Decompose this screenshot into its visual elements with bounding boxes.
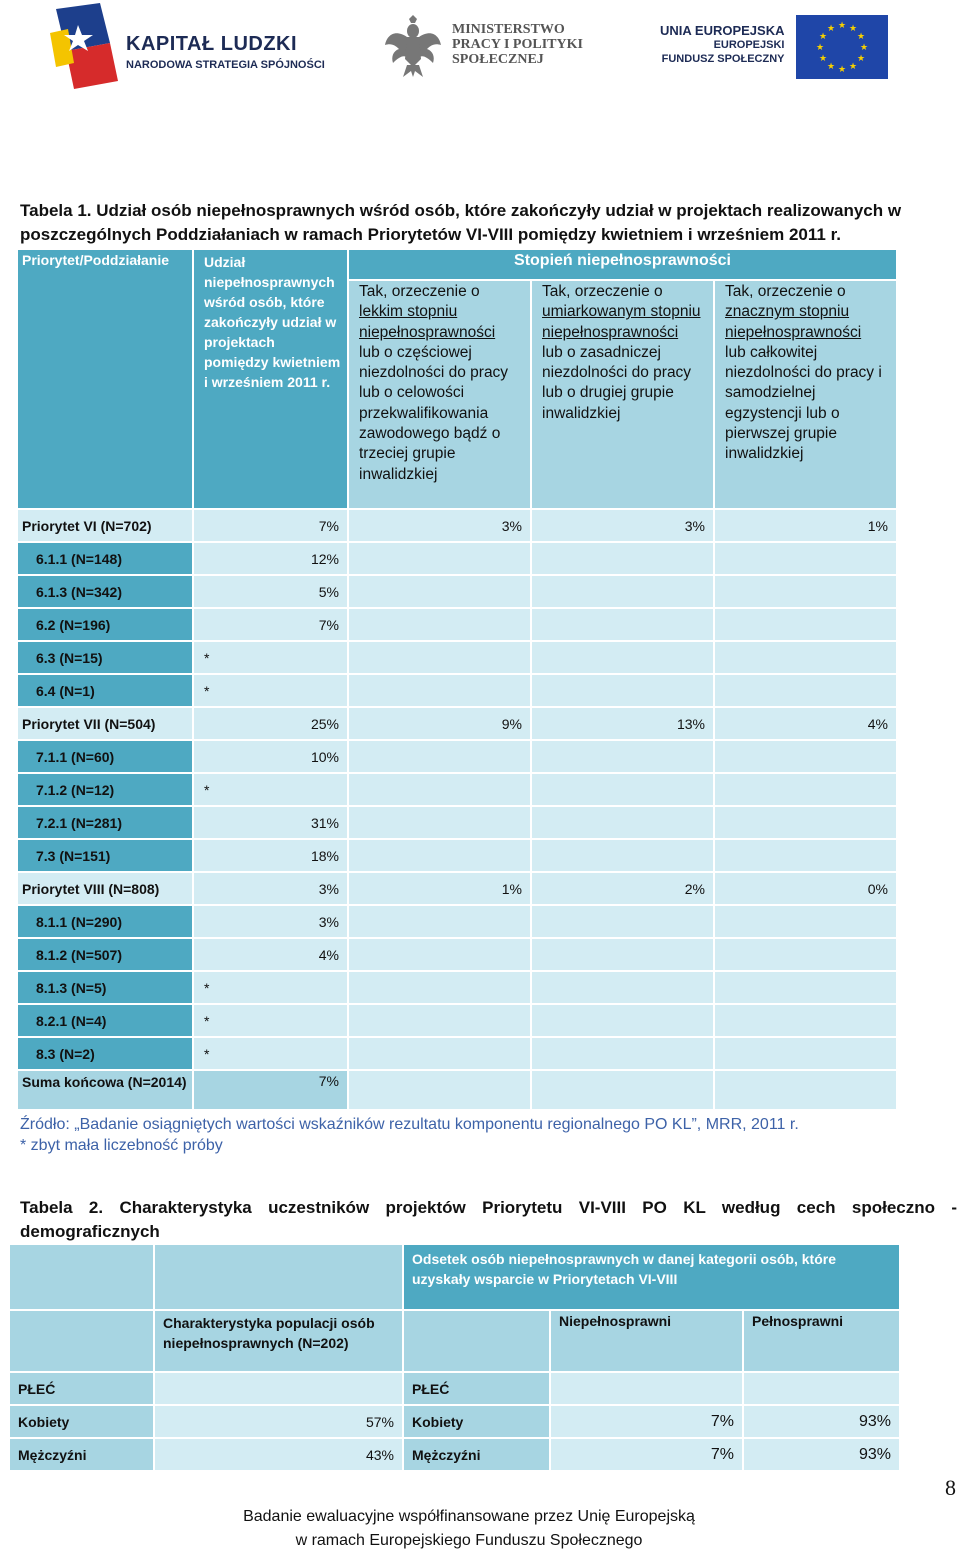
- row-label: 6.1.3 (N=342): [17, 575, 193, 608]
- row-degree-1: [348, 773, 531, 806]
- row-share: 31%: [193, 806, 348, 839]
- svg-text:★: ★: [815, 43, 825, 53]
- row-degree-1: [348, 905, 531, 938]
- sum-d3: [714, 1070, 897, 1110]
- row-degree-2: [531, 740, 714, 773]
- source-text: Źródło: „Badanie osiągniętych wartości wskaźników rezultatu komponentu regionalnego PO KL”, MRR, 2011 r.: [20, 1116, 799, 1133]
- row-degree-1: 1%: [348, 872, 531, 905]
- degree-2-post: lub o zasadniczej niezdolności do pracy lub o drugiej grupie inwalidzkiej: [542, 343, 692, 422]
- table-row: [17, 641, 897, 674]
- row-label: Priorytet VII (N=504): [17, 707, 193, 740]
- footer-line-1: Badanie ewaluacyjne współfinansowane przez Unię Europejską: [243, 1508, 695, 1525]
- kapital-ludzki-subtitle: NARODOWA STRATEGIA SPÓJNOŚCI: [126, 59, 325, 71]
- row-share-star: *: [193, 971, 348, 1004]
- row-degree-2: [531, 542, 714, 575]
- t2-row-label-right: Kobiety: [403, 1405, 550, 1438]
- table-row: [17, 608, 897, 641]
- priority-row: [17, 707, 897, 740]
- t2-row-char: 43%: [154, 1438, 403, 1471]
- row-degree-1: 3%: [348, 509, 531, 542]
- row-label: 7.1.1 (N=60): [17, 740, 193, 773]
- row-degree-3: [714, 806, 897, 839]
- svg-text:★: ★: [837, 65, 847, 75]
- eu-logo-text: [660, 24, 784, 66]
- row-degree-3: 4%: [714, 707, 897, 740]
- row-share: 5%: [193, 575, 348, 608]
- row-degree-1: [348, 542, 531, 575]
- t2-plec-left: PŁEĆ: [9, 1372, 154, 1405]
- row-degree-2: [531, 1037, 714, 1070]
- degree-3-pre: Tak, orzeczenie o: [725, 283, 846, 300]
- row-degree-1: [348, 608, 531, 641]
- row-degree-2: [531, 674, 714, 707]
- row-degree-1: [348, 740, 531, 773]
- row-share: 25%: [193, 707, 348, 740]
- table-row: [17, 740, 897, 773]
- row-degree-3: [714, 971, 897, 1004]
- sum-d2: [531, 1070, 714, 1110]
- row-degree-2: 13%: [531, 707, 714, 740]
- row-share-star: *: [193, 1004, 348, 1037]
- row-degree-3: [714, 1004, 897, 1037]
- sum-d1: [348, 1070, 531, 1110]
- header-degree-1: [348, 280, 531, 509]
- row-label: 7.3 (N=151): [17, 839, 193, 872]
- table-row: [17, 905, 897, 938]
- row-degree-3: 0%: [714, 872, 897, 905]
- table-row: [17, 971, 897, 1004]
- degree-2-pre: Tak, orzeczenie o: [542, 283, 663, 300]
- table-row: [17, 542, 897, 575]
- row-label: 7.2.1 (N=281): [17, 806, 193, 839]
- row-label: 8.1.1 (N=290): [17, 905, 193, 938]
- t2-odsetek-header: Odsetek osób niepełnosprawnych w danej kategorii osób, które uzyskały wsparcie w Priorytetach VI-VIII: [403, 1244, 900, 1310]
- row-degree-1: [348, 1004, 531, 1037]
- row-share: 4%: [193, 938, 348, 971]
- row-degree-3: [714, 905, 897, 938]
- row-label: 8.1.2 (N=507): [17, 938, 193, 971]
- table-row: [9, 1405, 900, 1438]
- eu-line-1: UNIA EUROPEJSKA: [660, 23, 785, 38]
- t2-plec-right: PŁEĆ: [403, 1372, 550, 1405]
- row-degree-2: [531, 905, 714, 938]
- row-label: Priorytet VI (N=702): [17, 509, 193, 542]
- row-share: 3%: [193, 872, 348, 905]
- header-priorytet: Priorytet/Poddziałanie: [17, 249, 193, 509]
- row-degree-1: [348, 938, 531, 971]
- sum-label: Suma końcowa (N=2014): [17, 1070, 193, 1110]
- row-degree-1: [348, 806, 531, 839]
- row-degree-2: [531, 938, 714, 971]
- ministry-line-3: SPOŁECZNEJ: [452, 52, 544, 67]
- header-udzial: Udział niepełnosprawnych wśród osób, które zakończyły udział w projektach pomiędzy kwietniem i wrześniem 2011 r.: [193, 249, 348, 509]
- t2-row-label: Kobiety: [9, 1405, 154, 1438]
- ministry-line-2: PRACY I POLITYKI: [452, 37, 583, 52]
- row-share: 3%: [193, 905, 348, 938]
- row-degree-3: [714, 608, 897, 641]
- degree-1-post: lub o częściowej niezdolności do pracy lub o celowości przekwalifikowania zawodowego bądź o trzeciej grupie inwalidzkiej: [359, 343, 509, 483]
- eu-line-2: EUROPEJSKI: [713, 39, 785, 51]
- row-degree-2: 3%: [531, 509, 714, 542]
- row-degree-2: [531, 773, 714, 806]
- table-row: [17, 575, 897, 608]
- t2-row-pelno: 93%: [743, 1405, 900, 1438]
- row-degree-1: [348, 1037, 531, 1070]
- row-degree-1: [348, 674, 531, 707]
- t2-blank-2: [154, 1244, 403, 1310]
- ministry-line-1: MINISTERSTWO: [452, 22, 565, 37]
- table1-body: [17, 509, 897, 1070]
- t2-blank-4: [403, 1310, 550, 1372]
- row-degree-3: [714, 575, 897, 608]
- row-label: 8.1.3 (N=5): [17, 971, 193, 1004]
- t2-blank-1: [9, 1244, 154, 1310]
- kapital-ludzki-logo-icon: [48, 3, 120, 89]
- row-label: 6.1.1 (N=148): [17, 542, 193, 575]
- svg-text:★: ★: [826, 62, 836, 72]
- priority-row: [17, 872, 897, 905]
- svg-text:★: ★: [856, 32, 866, 42]
- t2-col-niepelno: Niepełnosprawni: [550, 1310, 743, 1372]
- t2-blank-3: [9, 1310, 154, 1372]
- row-degree-2: [531, 806, 714, 839]
- row-degree-2: [531, 971, 714, 1004]
- row-label: 6.2 (N=196): [17, 608, 193, 641]
- row-share: 18%: [193, 839, 348, 872]
- t2-row-pelno: 93%: [743, 1438, 900, 1471]
- row-degree-2: [531, 575, 714, 608]
- row-share: 7%: [193, 509, 348, 542]
- row-degree-3: [714, 674, 897, 707]
- row-degree-3: [714, 641, 897, 674]
- header-stopien: Stopień niepełnosprawności: [348, 249, 897, 280]
- table-row: [17, 839, 897, 872]
- svg-text:★: ★: [818, 54, 828, 64]
- svg-text:★: ★: [848, 62, 858, 72]
- row-label: 8.2.1 (N=4): [17, 1004, 193, 1037]
- row-degree-3: [714, 740, 897, 773]
- t2-row-niepelno: 7%: [550, 1438, 743, 1471]
- row-label: 6.4 (N=1): [17, 674, 193, 707]
- row-degree-3: 1%: [714, 509, 897, 542]
- svg-text:★: ★: [837, 21, 847, 31]
- eu-flag-icon: [796, 15, 888, 79]
- table-row: [17, 1004, 897, 1037]
- row-label: Priorytet VIII (N=808): [17, 872, 193, 905]
- source-note: * zbyt mała liczebność próby: [20, 1137, 223, 1154]
- degree-2-level: umiarkowanym stopniu niepełnosprawności: [542, 303, 701, 341]
- row-share: 7%: [193, 608, 348, 641]
- table2-caption: Tabela 2. Charakterystyka uczestników projektów Priorytetu VI-VIII PO KL według cech społeczno - demograficznych: [20, 1198, 957, 1241]
- t2-row-niepelno: 7%: [550, 1405, 743, 1438]
- row-label: 7.1.2 (N=12): [17, 773, 193, 806]
- degree-1-pre: Tak, orzeczenie o: [359, 283, 480, 300]
- row-degree-3: [714, 1037, 897, 1070]
- row-degree-3: [714, 938, 897, 971]
- t2-col-pelno: Pełnosprawni: [743, 1310, 900, 1372]
- table-row: [17, 1037, 897, 1070]
- eu-line-3: FUNDUSZ SPOŁECZNY: [661, 53, 785, 65]
- svg-text:★: ★: [826, 24, 836, 34]
- t2-row-label: Mężczyźni: [9, 1438, 154, 1471]
- row-label: 6.3 (N=15): [17, 641, 193, 674]
- t2-plec-char: [154, 1372, 403, 1405]
- row-degree-2: 2%: [531, 872, 714, 905]
- table1: [16, 248, 898, 1111]
- svg-text:★: ★: [859, 43, 869, 53]
- t2-plec-pelno: [743, 1372, 900, 1405]
- row-degree-2: [531, 608, 714, 641]
- row-degree-3: [714, 542, 897, 575]
- row-degree-1: [348, 971, 531, 1004]
- row-share-star: *: [193, 674, 348, 707]
- footer: [0, 1505, 938, 1553]
- row-degree-1: [348, 839, 531, 872]
- row-degree-2: [531, 641, 714, 674]
- polish-eagle-icon: [385, 15, 441, 77]
- table-row: [17, 938, 897, 971]
- row-degree-2: [531, 1004, 714, 1037]
- footer-line-2: w ramach Europejskiego Funduszu Społecznego: [295, 1532, 643, 1549]
- row-label: 8.3 (N=2): [17, 1037, 193, 1070]
- table-row: [17, 674, 897, 707]
- row-degree-2: [531, 839, 714, 872]
- row-share-star: *: [193, 773, 348, 806]
- sum-value: 7%: [193, 1070, 348, 1110]
- table1-source: [20, 1114, 799, 1156]
- kapital-ludzki-title: KAPITAŁ LUDZKI: [126, 33, 298, 55]
- table-row: [17, 806, 897, 839]
- priority-row: [17, 509, 897, 542]
- t2-plec-niepelno: [550, 1372, 743, 1405]
- header-degree-3: [714, 280, 897, 509]
- header-degree-2: [531, 280, 714, 509]
- degree-3-post: lub całkowitej niezdolności do pracy i samodzielnej egzystencji lub o pierwszej grupie inwalidzkiej: [725, 343, 882, 463]
- degree-3-level: znacznym stopniu niepełnosprawności: [725, 303, 862, 341]
- row-share: 10%: [193, 740, 348, 773]
- row-degree-1: [348, 641, 531, 674]
- table1-caption: Tabela 1. Udział osób niepełnosprawnych wśród osób, które zakończyły udział w projektach realizowanych w poszczególnych Poddziałaniach w ramach Priorytetów VI-VIII pomiędzy kwietniem i wrześniem 2011 r.: [20, 201, 902, 244]
- table-row: [9, 1438, 900, 1471]
- svg-text:★: ★: [848, 24, 858, 34]
- row-share: 12%: [193, 542, 348, 575]
- row-degree-3: [714, 773, 897, 806]
- row-share-star: *: [193, 641, 348, 674]
- t2-row-char: 57%: [154, 1405, 403, 1438]
- svg-text:★: ★: [818, 32, 828, 42]
- row-degree-1: [348, 575, 531, 608]
- row-share-star: *: [193, 1037, 348, 1070]
- row-degree-1: 9%: [348, 707, 531, 740]
- degree-1-level: lekkim stopniu niepełnosprawności: [359, 303, 496, 341]
- table-row: [17, 773, 897, 806]
- ministry-logo-text: [452, 22, 583, 67]
- row-degree-3: [714, 839, 897, 872]
- page-number: 8: [945, 1475, 956, 1500]
- svg-text:★: ★: [856, 54, 866, 64]
- table2: [8, 1243, 901, 1472]
- t2-char-header: Charakterystyka populacji osób niepełnosprawnych (N=202): [154, 1310, 403, 1372]
- t2-row-label-right: Mężczyźni: [403, 1438, 550, 1471]
